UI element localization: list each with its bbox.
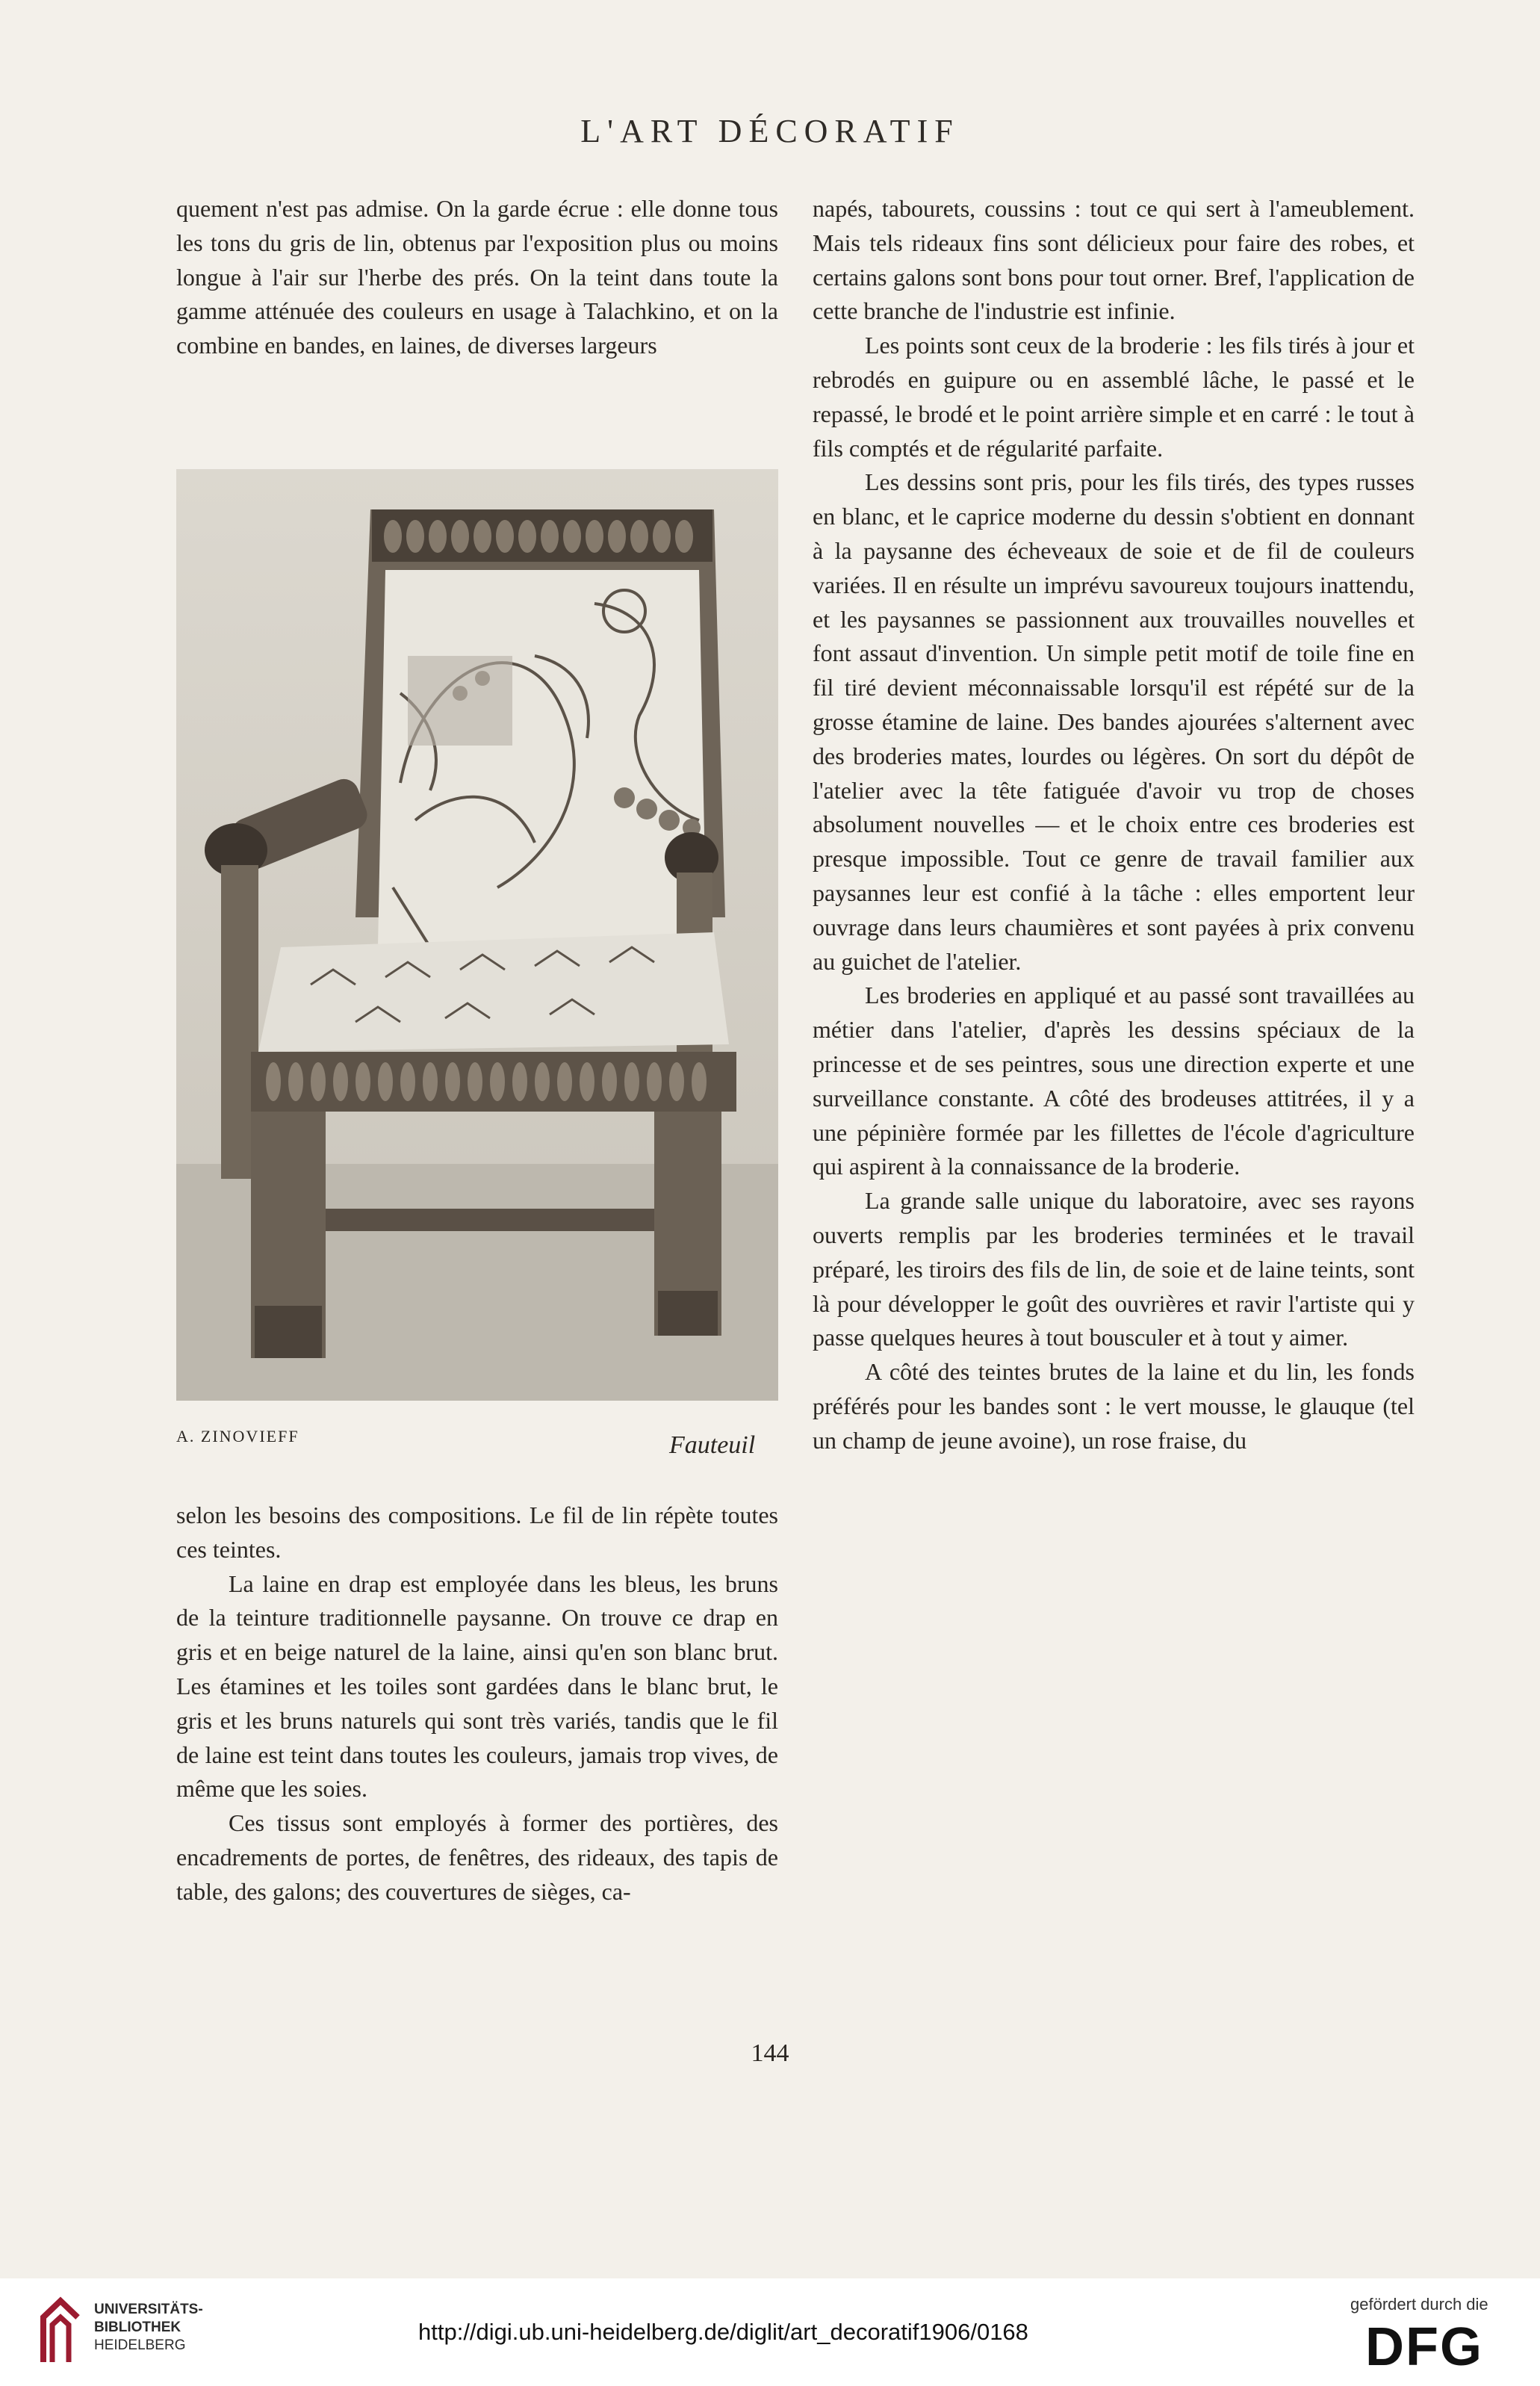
page-number: 144 xyxy=(751,2039,789,2067)
running-head: L'ART DÉCORATIF xyxy=(580,113,960,149)
library-logo-icon xyxy=(36,2295,85,2370)
library-name-line: UNIVERSITÄTS- xyxy=(94,2302,203,2317)
paragraph: Les dessins sont pris, pour les fils tirés, des types russes en blanc, et le caprice moderne du dessin s'obtient en donnant à la paysanne des écheveaux de soie et de fil de couleurs variées. Il en résulte un imprévu savoureux toujours inattendu, et les paysannes se passionnent aux trouvailles nouvelles et font assaut d'invention. Un simple petit motif de toile fine en fil tiré devient méconnaissable lorsqu'il est répété sur de la grosse étamine de laine. Des bandes ajourées s'alternent avec des broderies mates, lourdes ou légères. On sort du dépôt de l'atelier avec la tête fatiguée d'avoir vu trop de choses absolument nouvelles — et le choix entre ces broderies est presque impossible. Tout ce genre de travail familier aux paysannes leur est confié à la tâche : elles emportent leur ouvrage dans leurs chaumières et sont payées à prix convenu au guichet de l'atelier. xyxy=(813,468,1415,975)
dfg-logo: DFG xyxy=(1365,2317,1483,2377)
paragraph: La laine en drap est employée dans les bleus, les bruns de la teinture traditionnelle paysanne. On trouve ce drap en gris et en beige naturel de la laine, ainsi qu'en son blanc brut. Les étamines et les toiles sont gardées dans le blanc brut, le gris et les bruns naturels qui sont très variés, tandis que le fil de laine est teint dans toutes les couleurs, jamais trop vives, de même que les soies. xyxy=(176,1570,778,1803)
paragraph: Les broderies en appliqué et au passé sont travaillées au métier dans l'atelier, d'après les dessins spéciaux de la princesse et de ses peintres, sous une direction experte et une surveillance constante. A côté des brodeuses attitrées, il y a une pépinière formée par les fillettes de l'école d'agriculture qui aspirent à la connaissance de la broderie. xyxy=(813,982,1415,1180)
paragraph: Ces tissus sont employés à former des portières, des encadrements de portes, de fenêtres, des rideaux, des tapis de table, des galons; des couvertures de sièges, ca- xyxy=(176,1809,778,1905)
figure-caption-title: Fauteuil xyxy=(669,1431,756,1459)
source-url-link[interactable]: http://digi.ub.uni-heidelberg.de/diglit/art_decoratif1906/0168 xyxy=(418,2319,1028,2345)
library-name xyxy=(94,2301,203,2355)
paragraph: selon les besoins des compositions. Le fil de lin répète toutes ces teintes. xyxy=(176,1502,778,1563)
paragraph: La grande salle unique du laboratoire, avec ses rayons ouverts remplis par les broderies terminées et le travail préparé, les tiroirs des fils de lin, de soie et de laine teints, sont là pour développer le goût des ouvrières et ravir l'artiste qui y passe quelques heures à tout bousculer et à tout y aimer. xyxy=(813,1187,1415,1351)
digitization-footer xyxy=(0,2278,1540,2386)
library-name-line: BIBLIOTHEK xyxy=(94,2320,181,2335)
funding-note: gefördert durch die xyxy=(1350,2295,1488,2314)
right-column xyxy=(813,192,1415,1457)
paragraph: Les points sont ceux de la broderie : les fils tirés à jour et rebrodés en guipure ou en assemblé lâche, le passé et le repassé, le brodé et le point arrière simple et en carré : le tout à fils comptés et de régularité parfaite. xyxy=(813,332,1415,462)
left-column-top xyxy=(176,192,778,363)
figure-caption-author: A. ZINOVIEFF xyxy=(176,1427,299,1445)
chair-photograph xyxy=(176,469,778,1401)
left-column-bottom xyxy=(176,1499,778,1909)
paragraph: A côté des teintes brutes de la laine et du lin, les fonds préférés pour les bandes sont : le vert mousse, le glauque (tel un champ de jeune avoine), un rose fraise, du xyxy=(813,1358,1415,1454)
paragraph: quement n'est pas admise. On la garde écrue : elle donne tous les tons du gris de lin, obtenus par l'exposition plus ou moins longue à l'air sur l'herbe des prés. On la teint dans toute la gamme atténuée des couleurs en usage à Talachkino, et on la combine en bandes, en laines, de diverses largeurs xyxy=(176,195,778,359)
paragraph: napés, tabourets, coussins : tout ce qui sert à l'ameublement. Mais tels rideaux fins sont délicieux pour faire des robes, et certains galons sont bons pour tout orner. Bref, l'application de cette branche de l'industrie est infinie. xyxy=(813,195,1415,325)
library-name-line: HEIDELBERG xyxy=(94,2337,186,2353)
